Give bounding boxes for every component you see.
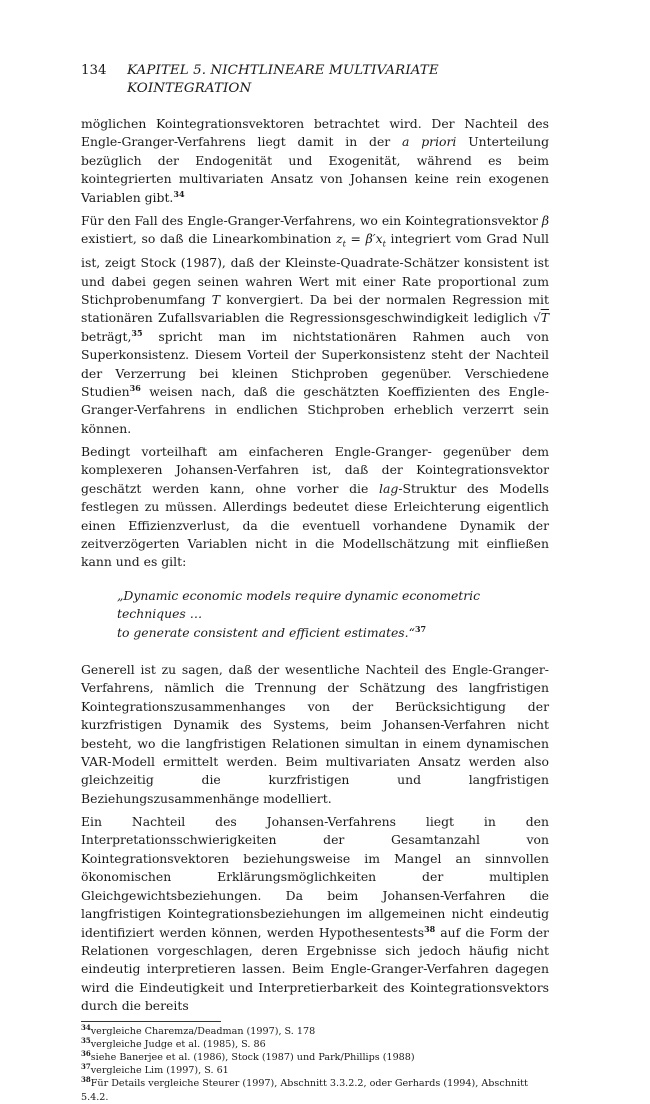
text-run: weisen nach, daß die geschätzten Koeffizienten des Engle-Granger-Verfahrens in endlichen Stichproben erheblich verzerrt sein können. [81,383,549,436]
footnote [81,1077,549,1103]
text-run: Für den Fall des Engle-Granger-Verfahrens, wo ein Kointegrationsvektor [81,212,542,228]
text-run: Unterteilung bezüglich der Endogenität und Exogenität, während es beim kointegrierten multivariaten Ansatz von Johansen keine rein exogenen Variablen gibt. [81,134,549,205]
footnote-number: 35 [81,1035,91,1045]
footnote [81,1035,549,1051]
text-run: auf die Form der Relationen vorgeschlagen, deren Ergebnisse sich jedoch häufig nicht eindeutig interpretieren lassen. Beim Engle-Granger-Verfahren dagegen wird die Eindeutigkeit und Interpretierbarkeit des Kointegrationsvektors durch die bereits [81,924,549,1014]
running-header [81,62,549,98]
footnote-divider [81,1021,221,1022]
emphasis: a priori [402,134,457,150]
footnote-ref-35[interactable]: 35 [131,327,143,338]
page-content [81,62,549,1104]
text-run: Ein Nachteil des Johansen-Verfahrens liegt in den Interpretationsschwierigkeiten der Gesamtanzahl von Kointegrationsvektoren beziehungsweise im Mangel an sinnvollen ökonomischen Erklärungsmöglichkeiten der multiplen Gleichgewichtsbeziehungen. Da beim Johansen-Verfahren die langfristigen Kointegrationsbeziehungen im allgemeinen nicht eindeutig identifiziert werden können, werden Hypothesentests [81,814,549,940]
footnote-number: 37 [81,1062,91,1072]
footnote-ref-34[interactable]: 34 [173,188,185,199]
text-run: -Struktur des Modells festlegen zu müssen. Allerdings bedeutet diese Erleichterung eigentlich einen Effizienzverlust, da die eventuell vorhandene Dynamik der zeitverzögerten Variablen nicht in die Modellschätzung mit einfließen kann und es gilt: [81,480,549,570]
math-subscript: t [382,239,386,249]
footnote [81,1022,549,1038]
paragraph-2 [81,212,549,438]
emphasis: lag [379,480,399,496]
text-run: beträgt, [81,328,132,344]
footnote-ref-38[interactable]: 38 [424,923,436,934]
running-title: KAPITEL 5. NICHTLINEARE MULTIVARIATE KOINTEGRATION [127,63,439,96]
footnotes [81,1022,549,1104]
footnote-number: 34 [81,1022,91,1032]
sqrt-symbol: √ [532,310,541,326]
text-run: möglichen Kointegrationsvektoren betrachtet wird. Der Nachteil des Engle-Granger-Verfahrens liegt damit in der [81,116,549,150]
paragraph-5 [81,813,549,1015]
math-beta-x: β′x [365,231,383,247]
paragraph-3 [81,443,549,572]
footnote-ref-37[interactable]: 37 [414,623,427,634]
footnote-ref-36[interactable]: 36 [129,382,141,393]
math-equals: = [345,231,366,247]
footnote [81,1064,549,1077]
footnote-text: siehe Banerjee et al. (1986), Stock (1987) und Park/Phillips (1988) [90,1051,415,1063]
block-quote [117,587,549,642]
math-subscript: t [342,239,346,249]
quote-line: to generate consistent and efficient estimates.“ [117,624,415,640]
footnote-text: vergleiche Lim (1997), S. 61 [90,1065,229,1077]
text-run: konvergiert. Da bei der normalen Regression mit stationären Zufallsvariablen die Regressionsgeschwindigkeit lediglich [81,291,549,326]
paragraph-4: Generell ist zu sagen, daß der wesentliche Nachteil des Engle-Granger-Verfahrens, nämlich die Trennung der Schätzung des langfristigen Kointegrationszusammenhanges von der Berücksichtigung der kurzfristigen Dynamik des Systems, beim Johansen-Verfahren nicht besteht, wo die langfristigen Relationen simultan in einem dynamischen VAR-Modell ermittelt werden. Beim multivariaten Ansatz werden also gleichzeitig die kurzfristigen und langfristigen Beziehungszusammenhänge modelliert. [81,662,549,806]
text-run: Bedingt vorteilhaft am einfacheren Engle-Granger- gegenüber dem komplexeren Johansen-Verfahren ist, daß der Kointegrationsvektor geschätzt werden kann, ohne vorher die [81,443,549,496]
footnote-text: vergleiche Judge et al. (1985), S. 86 [90,1038,266,1050]
page-number: 134 [81,63,107,78]
math-T: T [211,291,221,307]
math-T: T [540,310,549,326]
paragraph-1 [81,115,549,207]
footnote-text: Für Details vergleiche Steurer (1997), Abschnitt 3.3.2.2, oder Gerhards (1994), Abschnitt 5.4.2. [81,1078,528,1103]
text-run: spricht man im nichtstationären Rahmen auch von Superkonsistenz. Diesem Vorteil der Superkonsistenz steht der Nachteil der Verzerrung bei kleinen Stichproben gegenüber. Verschiedene Studien [81,328,549,399]
math-z: z [336,231,343,247]
footnote-number: 36 [81,1048,91,1058]
footnote [81,1048,549,1064]
text-run: integriert vom Grad Null ist, zeigt Stock (1987), daß der Kleinste-Quadrate-Schätzer konsistent ist und dabei gegen seinen wahren Wert mit einer Rate proportional zum Stichprobenumfang [81,231,549,307]
math-beta: β [541,212,549,228]
quote-line: „Dynamic economic models require dynamic econometric techniques … [117,587,481,622]
footnote-text: vergleiche Charemza/Deadman (1997), S. 178 [90,1025,316,1037]
text-run: existiert, so daß die Linearkombination [81,231,337,247]
footnote-number: 38 [81,1075,91,1085]
